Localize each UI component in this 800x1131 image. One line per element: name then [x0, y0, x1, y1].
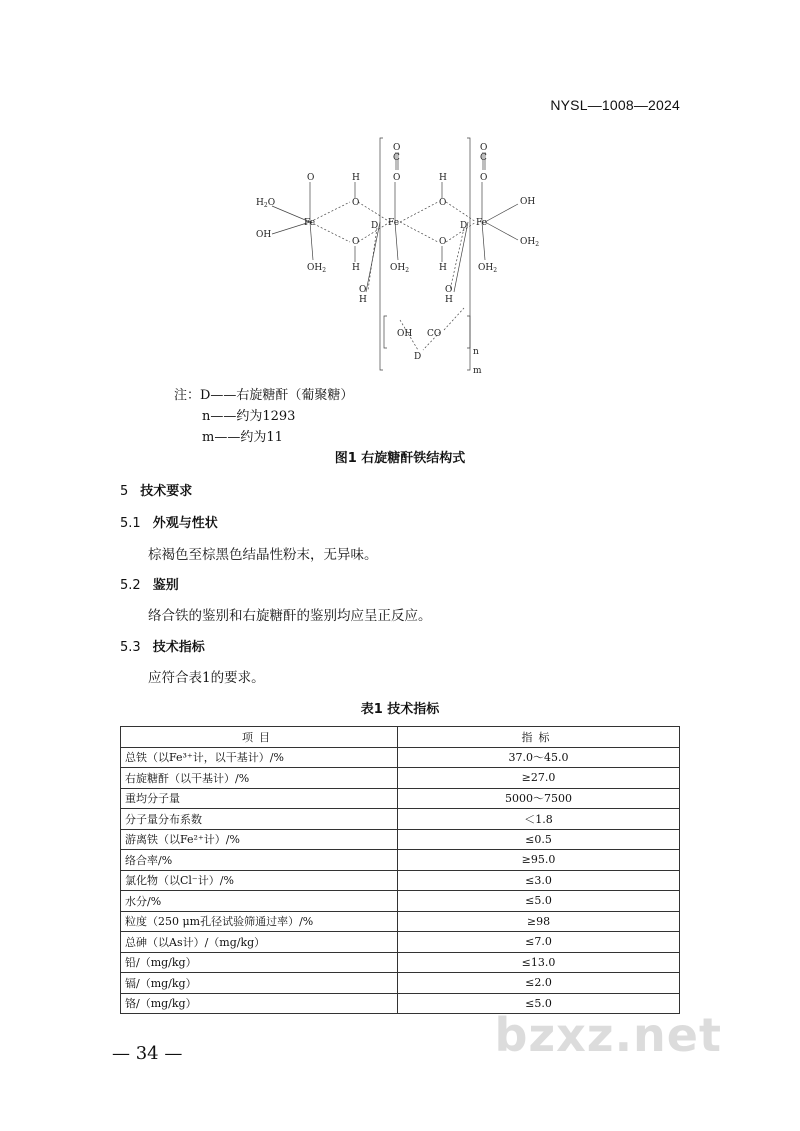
row-value: ≥95.0 [398, 850, 680, 871]
oh2-ligand: $OH_2$ [478, 263, 498, 274]
table-row [121, 747, 680, 768]
note-d: 注：D——右旋糖酐（葡聚糖） [174, 388, 354, 403]
table-row [121, 952, 680, 973]
row-item: 氯化物（以Cl⁻计）/% [121, 870, 398, 891]
row-value: ≤7.0 [398, 932, 680, 953]
o-atom: O [307, 173, 315, 183]
watermark: bzxz.net [494, 1008, 722, 1062]
structural-formula-figure [240, 130, 540, 380]
row-item: 粒度（250 μm孔径试验筛通过率）/% [121, 911, 398, 932]
row-item: 铅/（mg/kg） [121, 952, 398, 973]
row-item: 游离铁（以Fe²⁺计）/% [121, 829, 398, 850]
table-row [121, 809, 680, 830]
fe-atom-1: Fe [304, 218, 316, 228]
document-code: NYSL—1008—2024 [550, 97, 680, 113]
c-atom: C [480, 153, 487, 163]
oh-ligand: OH [256, 230, 272, 240]
row-item: 水分/% [121, 891, 398, 912]
outer-bracket-right [467, 138, 470, 370]
section-5-1-heading [120, 512, 218, 531]
inner-bracket-left [384, 316, 387, 348]
o-atom: O [393, 143, 401, 153]
row-value: 5000～7500 [398, 788, 680, 809]
structural-formula-diagram [240, 130, 540, 380]
figure-notes [174, 385, 353, 448]
table-row [121, 870, 680, 891]
row-value: ≤5.0 [398, 891, 680, 912]
d-label: D [371, 221, 379, 231]
table-header-row [121, 727, 680, 748]
d-label: D [414, 352, 422, 362]
section-5-2-text: 络合铁的鉴别和右旋糖酐的鉴别均应呈正反应。 [148, 608, 432, 624]
table-row [121, 788, 680, 809]
row-value: ≤3.0 [398, 870, 680, 891]
oh-group: O [445, 285, 453, 295]
oh2-ligand: $OH_2$ [307, 263, 327, 274]
note-m: m——约为11 [202, 430, 283, 445]
figure-caption: 图1 右旋糖酐铁结构式 [334, 451, 466, 466]
c-atom: C [393, 153, 400, 163]
d-label: D [460, 221, 468, 231]
row-item: 右旋糖酐（以干基计）/% [121, 768, 398, 789]
table-caption: 表1 技术指标 [360, 702, 440, 717]
section-number: 5 [120, 484, 129, 499]
oh-group: O [359, 285, 367, 295]
section-5-3-text: 应符合表1的要求。 [148, 670, 265, 686]
header-value: 指标 [398, 727, 680, 748]
note-n: n——约为1293 [202, 409, 296, 424]
row-value: ≤5.0 [398, 993, 680, 1014]
oh-group: OH [397, 329, 413, 339]
table-row [121, 911, 680, 932]
row-value: ≥27.0 [398, 768, 680, 789]
fe-atom-2: Fe [388, 218, 400, 228]
section-title: 外观与性状 [152, 516, 218, 531]
page-number: — 34 — [112, 1043, 183, 1064]
row-item: 镉/（mg/kg） [121, 973, 398, 994]
section-5-heading [120, 480, 192, 499]
table-row [121, 829, 680, 850]
table-row [121, 850, 680, 871]
o-atom: O [439, 237, 447, 247]
o-atom: O [352, 237, 360, 247]
row-value: ≤2.0 [398, 973, 680, 994]
section-5-3-heading [120, 636, 205, 655]
oh2-ligand: $OH_2$ [390, 263, 410, 274]
section-number: 5.3 [120, 640, 141, 655]
row-value: ≥98 [398, 911, 680, 932]
m-subscript: m [473, 366, 482, 376]
row-item: 铬/（mg/kg） [121, 993, 398, 1014]
oh2-ligand: $OH_2$ [520, 237, 540, 248]
h-atom: H [352, 173, 360, 183]
table-row [121, 932, 680, 953]
row-item: 重均分子量 [121, 788, 398, 809]
header-item: 项目 [121, 727, 398, 748]
o-atom: O [480, 143, 488, 153]
o-atom: O [352, 198, 360, 208]
section-number: 5.1 [120, 516, 141, 531]
n-subscript: n [473, 347, 479, 357]
o-atom: O [439, 198, 447, 208]
row-item: 分子量分布系数 [121, 809, 398, 830]
inner-bracket-right [467, 316, 470, 348]
section-number: 5.2 [120, 578, 141, 593]
section-5-2-heading [120, 574, 179, 593]
row-value: ＜1.8 [398, 809, 680, 830]
o-atom: O [480, 173, 488, 183]
row-value: ≤13.0 [398, 952, 680, 973]
o-atom: O [393, 173, 401, 183]
outer-bracket-left [380, 138, 383, 370]
h2o-ligand: $H_2O$ [256, 198, 276, 209]
h-atom: H [439, 173, 447, 183]
table-row [121, 891, 680, 912]
oh-ligand: OH [520, 197, 536, 207]
row-value: 37.0～45.0 [398, 747, 680, 768]
h-atom: H [439, 263, 447, 273]
section-title: 技术指标 [152, 640, 205, 655]
section-title: 鉴别 [152, 578, 179, 593]
h-atom: H [352, 263, 360, 273]
row-item: 络合率/% [121, 850, 398, 871]
section-5-1-text: 棕褐色至棕黑色结晶性粉末，无异味。 [148, 547, 378, 563]
row-item: 总铁（以Fe³⁺计，以干基计）/% [121, 747, 398, 768]
fe-atom-3: Fe [476, 218, 488, 228]
co-group: CO [427, 329, 442, 339]
h-atom: H [359, 295, 367, 305]
row-value: ≤0.5 [398, 829, 680, 850]
section-title: 技术要求 [140, 484, 193, 499]
table-row [121, 768, 680, 789]
row-item: 总砷（以As计）/（mg/kg） [121, 932, 398, 953]
h-atom: H [445, 295, 453, 305]
table-row [121, 973, 680, 994]
technical-indicators-table [120, 726, 680, 1014]
